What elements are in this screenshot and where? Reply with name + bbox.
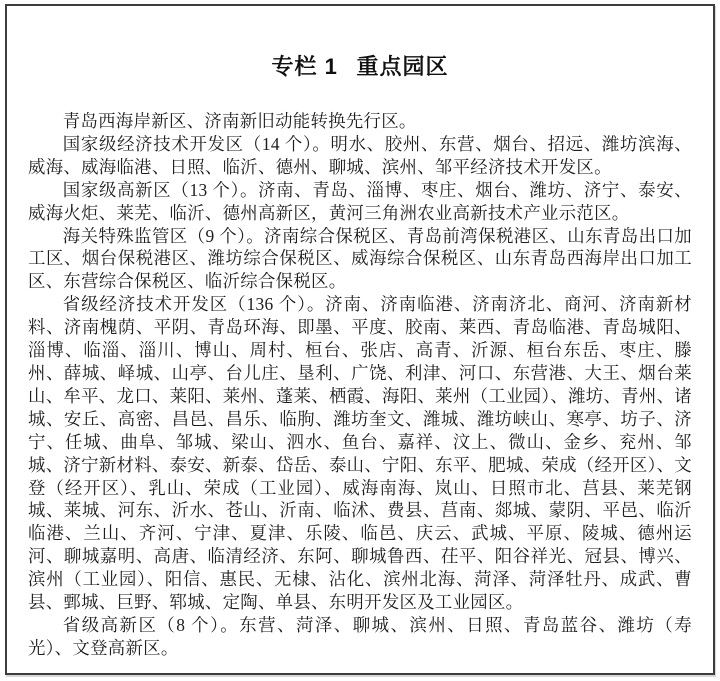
- paragraph-national-etdz: 国家级经济技术开发区（14 个）。明水、胶州、东营、烟台、招远、潍坊滨海、威海、威海临港、日照、临沂、德州、聊城、滨州、邹平经济技术开发区。: [28, 133, 692, 177]
- paragraph-provincial-hightech-zones: 省级高新区（8 个）。东营、菏泽、聊城、滨州、日照、青岛蓝谷、潍坊（寿光）、文登高新区。: [28, 614, 692, 658]
- paragraph-customs-special-zones: 海关特殊监管区（9 个）。济南综合保税区、青岛前湾保税港区、山东青岛出口加工区、烟台保税港区、潍坊综合保税区、威海综合保税区、山东青岛西海岸出口加工区、东营综合保税区、临沂综合保税区。: [28, 225, 692, 292]
- column-body: [28, 110, 692, 660]
- column-label: 专栏 1: [271, 54, 338, 79]
- column-title: 重点园区: [356, 54, 449, 79]
- paragraph-national-hightech-zones: 国家级高新区（13 个）。济南、青岛、淄博、枣庄、烟台、潍坊、济宁、泰安、威海火炬、莱芜、临沂、德州高新区，黄河三角洲农业高新技术产业示范区。: [28, 179, 692, 223]
- paragraph-pilot-zones: 青岛西海岸新区、济南新旧动能转换先行区。: [62, 111, 417, 131]
- column-heading: [28, 54, 692, 80]
- column-box-border: [5, 4, 715, 675]
- paragraph-provincial-etdz: 省级经济技术开发区（136 个）。济南、济南临港、济南济北、商河、济南新材料、济南槐荫、平阴、青岛环海、即墨、平度、胶南、莱西、青岛临港、青岛城阳、淄博、临淄、淄川、博山、周村、桓台、张店、高青、沂源、桓台东岳、枣庄、滕州、薛城、峄城、山亭、台儿庄、垦利、广饶、利津、河口、东营港、大王、烟台莱山、牟平、龙口、莱阳、莱州、蓬莱、栖霞、海阳、莱州（工业园）、潍坊、青州、诸城、安丘、高密、昌邑、昌乐、临朐、潍坊奎文、潍城、潍坊峡山、寒亭、坊子、济宁、任城、曲阜、邹城、梁山、泗水、鱼台、嘉祥、汶上、微山、金乡、兖州、邹城、济宁新材料、泰安、新泰、岱岳、泰山、宁阳、东平、肥城、荣成（经开区）、文登（经开区）、乳山、荣成（工业园）、威海南海、岚山、日照市北、莒县、莱芜钢城、莱城、河东、沂水、苍山、沂南、临沭、费县、莒南、郯城、蒙阴、平邑、临沂临港、兰山、齐河、宁津、夏津、乐陵、临邑、庆云、武城、平原、陵城、德州运河、聊城嘉明、高唐、临清经济、东阿、聊城鲁西、茌平、阳谷祥光、冠县、博兴、滨州（工业园）、阳信、惠民、无棣、沾化、滨州北海、菏泽、菏泽牡丹、成武、曹县、鄄城、巨野、郓城、定陶、单县、东明开发区及工业园区。: [28, 294, 692, 613]
